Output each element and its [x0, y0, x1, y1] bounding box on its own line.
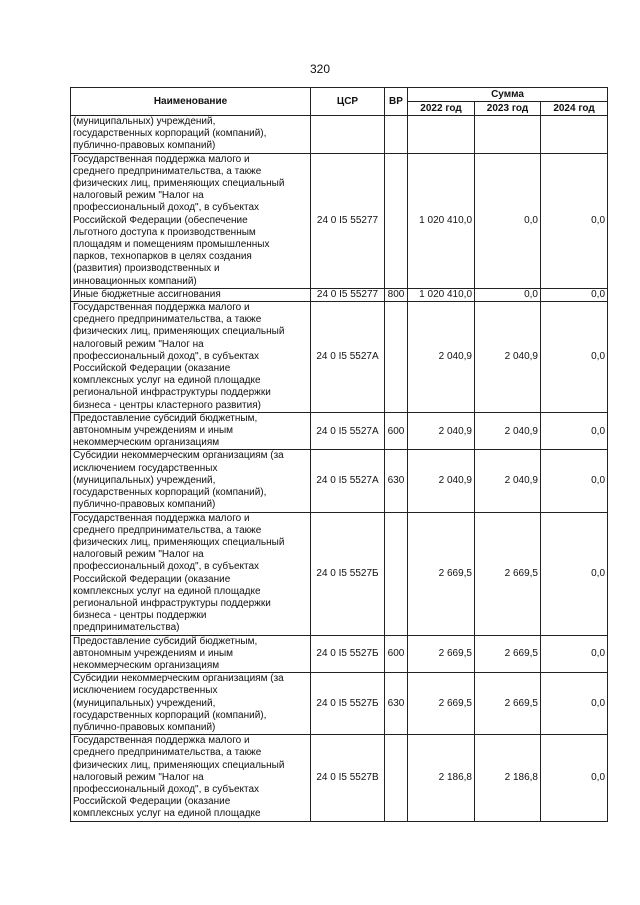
table-row — [71, 512, 608, 635]
row-2024: 0,0 — [541, 153, 608, 288]
table-row — [71, 153, 608, 288]
row-name: Государственная поддержка малого и среднего предпринимательства, а также физических лиц, применяющих специальный налоговый режим "Налог на профессиональный доход", в субъектах Российской Федерации (оказание комплексных услуг на единой площадке региональной инфраструктуры поддержки бизнеса - центры поддержки предпринимательства) — [71, 512, 311, 635]
row-csr: 24 0 I5 5527В — [311, 735, 385, 821]
row-2023: 2 040,9 — [475, 450, 541, 512]
row-csr: 24 0 I5 55277 — [311, 288, 385, 301]
table-row — [71, 288, 608, 301]
table-row — [71, 412, 608, 450]
row-name: Субсидии некоммерческим организациям (за исключением государственных (муниципальных) учреждений, государственных корпораций (компаний), публично-правовых компаний) — [71, 450, 311, 512]
row-csr: 24 0 I5 55277 — [311, 153, 385, 288]
header-csr: ЦСР — [311, 88, 385, 116]
row-2022: 2 040,9 — [408, 412, 475, 450]
row-2024: 0,0 — [541, 673, 608, 735]
row-2023: 2 669,5 — [475, 673, 541, 735]
row-2023: 2 040,9 — [475, 412, 541, 450]
header-vr: ВР — [385, 88, 408, 116]
row-vr — [385, 116, 408, 154]
row-vr: 630 — [385, 450, 408, 512]
row-name: (муниципальных) учреждений, государственных корпораций (компаний), публично-правовых компаний) — [71, 116, 311, 154]
header-2022: 2022 год — [408, 102, 475, 116]
budget-table — [70, 87, 608, 822]
row-name: Государственная поддержка малого и среднего предпринимательства, а также физических лиц, применяющих специальный налоговый режим "Налог на профессиональный доход", в субъектах Российской Федерации (оказание комплексных услуг на единой площадке — [71, 735, 311, 821]
row-csr — [311, 116, 385, 154]
table-row — [71, 116, 608, 154]
row-2024: 0,0 — [541, 288, 608, 301]
table-row — [71, 735, 608, 821]
table-row — [71, 302, 608, 413]
row-2022: 2 186,8 — [408, 735, 475, 821]
row-vr: 630 — [385, 673, 408, 735]
row-2024: 0,0 — [541, 302, 608, 413]
header-2024: 2024 год — [541, 102, 608, 116]
row-name: Предоставление субсидий бюджетным, автономным учреждениям и иным некоммерческим организациям — [71, 635, 311, 673]
table-row — [71, 635, 608, 673]
row-name: Предоставление субсидий бюджетным, автономным учреждениям и иным некоммерческим организациям — [71, 412, 311, 450]
row-vr — [385, 153, 408, 288]
table-row — [71, 450, 608, 512]
row-name: Государственная поддержка малого и среднего предпринимательства, а также физических лиц, применяющих специальный налоговый режим "Налог на профессиональный доход", в субъектах Российской Федерации (обеспечение льготного доступа к производственным площадям и помещениям промышленных парков, технопарков в целях создания (развития) производственных и инновационных компаний) — [71, 153, 311, 288]
page-number: 320 — [309, 62, 331, 76]
row-csr: 24 0 I5 5527А — [311, 412, 385, 450]
row-2022: 2 669,5 — [408, 512, 475, 635]
table-row — [71, 673, 608, 735]
row-vr — [385, 302, 408, 413]
row-name: Государственная поддержка малого и среднего предпринимательства, а также физических лиц, применяющих специальный налоговый режим "Налог на профессиональный доход", в субъектах Российской Федерации (оказание комплексных услуг на единой площадке региональной инфраструктуры поддержки бизнеса - центры кластерного развития) — [71, 302, 311, 413]
row-2024: 0,0 — [541, 450, 608, 512]
row-2023: 0,0 — [475, 153, 541, 288]
row-csr: 24 0 I5 5527А — [311, 302, 385, 413]
row-2022: 2 669,5 — [408, 673, 475, 735]
header-2023: 2023 год — [475, 102, 541, 116]
header-name: Наименование — [71, 88, 311, 116]
row-name: Субсидии некоммерческим организациям (за исключением государственных (муниципальных) учреждений, государственных корпораций (компаний), публично-правовых компаний) — [71, 673, 311, 735]
row-2022 — [408, 116, 475, 154]
row-2024: 0,0 — [541, 512, 608, 635]
row-2024 — [541, 116, 608, 154]
row-2023: 2 186,8 — [475, 735, 541, 821]
row-2024: 0,0 — [541, 412, 608, 450]
row-2022: 2 040,9 — [408, 450, 475, 512]
row-2023: 2 040,9 — [475, 302, 541, 413]
row-vr: 800 — [385, 288, 408, 301]
row-name: Иные бюджетные ассигнования — [71, 288, 311, 301]
row-2022: 2 040,9 — [408, 302, 475, 413]
row-csr: 24 0 I5 5527А — [311, 450, 385, 512]
row-2023: 0,0 — [475, 288, 541, 301]
row-2022: 1 020 410,0 — [408, 153, 475, 288]
row-2022: 2 669,5 — [408, 635, 475, 673]
row-vr — [385, 735, 408, 821]
header-sum: Сумма — [408, 88, 608, 102]
row-csr: 24 0 I5 5527Б — [311, 673, 385, 735]
row-2024: 0,0 — [541, 735, 608, 821]
row-vr: 600 — [385, 412, 408, 450]
row-2024: 0,0 — [541, 635, 608, 673]
row-2023 — [475, 116, 541, 154]
row-2023: 2 669,5 — [475, 635, 541, 673]
row-vr: 600 — [385, 635, 408, 673]
row-2022: 1 020 410,0 — [408, 288, 475, 301]
row-csr: 24 0 I5 5527Б — [311, 635, 385, 673]
row-csr: 24 0 I5 5527Б — [311, 512, 385, 635]
row-2023: 2 669,5 — [475, 512, 541, 635]
row-vr — [385, 512, 408, 635]
